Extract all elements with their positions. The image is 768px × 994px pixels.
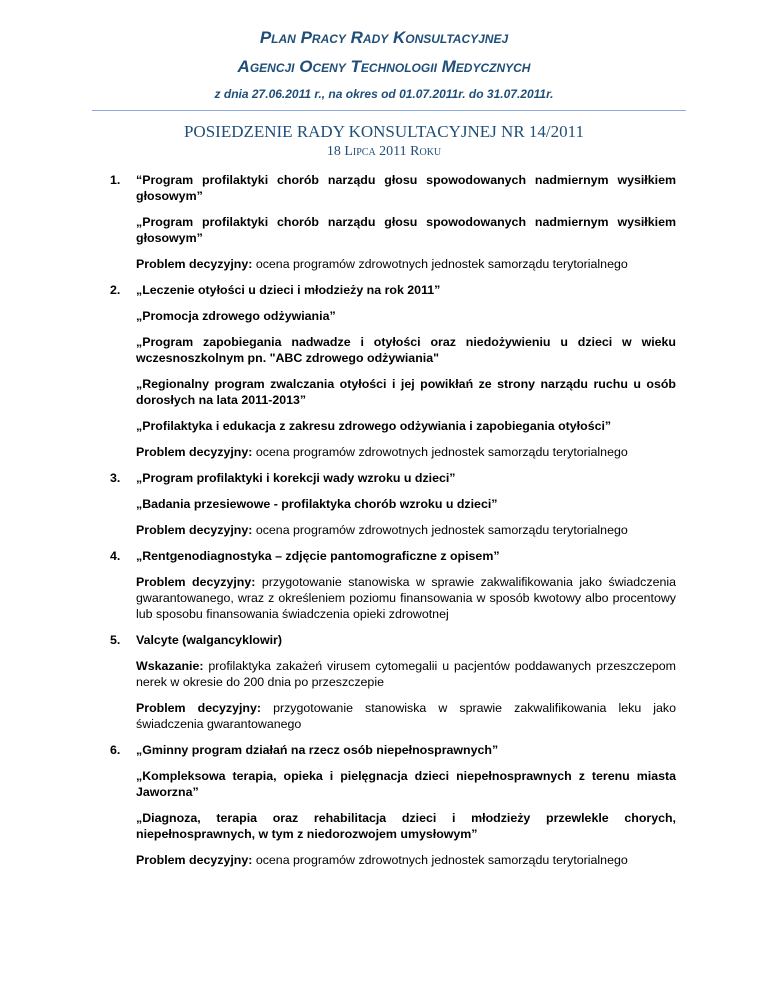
item-number: 4. bbox=[110, 549, 121, 563]
item-subprogram: „Diagnoza, terapia oraz rehabilitacja dzieci i młodzieży przewlekle chorych, niepełnosprawnych, w tym z niedorozwojem umysłowym” bbox=[136, 811, 676, 841]
problem-text: ocena programów zdrowotnych jednostek samorządu terytorialnego bbox=[255, 257, 628, 271]
agenda-item-4 bbox=[110, 548, 676, 622]
problem-text: przygotowanie stanowiska w sprawie zakwalifikowania leku jako świadczenia gwarantowanego bbox=[136, 701, 676, 731]
agenda-list bbox=[110, 172, 676, 878]
agenda-item-1 bbox=[110, 172, 676, 272]
problem-label: Problem decyzyjny: bbox=[136, 701, 261, 715]
problem-label: Problem decyzyjny: bbox=[136, 257, 253, 271]
item-subprogram: „Program zapobiegania nadwadze i otyłości oraz niedożywieniu u dzieci w wieku wczesnoszkolnym pn. "ABC zdrowego odżywiania" bbox=[136, 335, 676, 365]
item-subprogram: „Program profilaktyki chorób narządu głosu spowodowanych nadmiernym wysiłkiem głosowym” bbox=[136, 215, 676, 245]
indication-text: profilaktyka zakażeń virusem cytomegalii u pacjentów poddawanych przeszczepom nerek w okresie do 200 dnia po przeszczepie bbox=[136, 659, 676, 689]
agenda-item-3 bbox=[110, 470, 676, 538]
item-number: 5. bbox=[110, 633, 121, 647]
item-number: 3. bbox=[110, 471, 121, 485]
item-problem bbox=[136, 522, 676, 538]
item-problem bbox=[136, 574, 676, 622]
meeting-title: POSIEDZENIE RADY KONSULTACYJNEJ NR 14/2011 bbox=[183, 122, 585, 141]
problem-text: przygotowanie stanowiska w sprawie zakwalifikowania jako świadczenia gwarantowanego, wraz z określeniem poziomu finansowania w sposób kwotowy albo procentowy lub sposobu finansowania świadczenia opieki zdrowotnej bbox=[136, 575, 677, 621]
item-number: 1. bbox=[110, 173, 121, 187]
agenda-item-5 bbox=[110, 632, 676, 732]
problem-text: ocena programów zdrowotnych jednostek samorządu terytorialnego bbox=[255, 445, 628, 459]
item-subprogram: „Profilaktyka i edukacja z zakresu zdrowego odżywiania i zapobiegania otyłości” bbox=[136, 419, 612, 433]
item-number: 6. bbox=[110, 743, 121, 757]
item-subprogram: „Promocja zdrowego odżywiania” bbox=[136, 309, 336, 323]
item-title: „Gminny program działań na rzecz osób niepełnosprawnych” bbox=[136, 743, 499, 757]
document-date-range: z dnia 27.06.2011 r., na okres od 01.07.2011r. do 31.07.2011r. bbox=[214, 87, 554, 101]
meeting-date: 18 Lipca 2011 Roku bbox=[326, 144, 442, 159]
problem-label: Problem decyzyjny: bbox=[136, 523, 253, 537]
indication-label: Wskazanie: bbox=[136, 659, 204, 673]
document-title-line-1: Plan Pracy Rady Konsultacyjnej bbox=[259, 28, 509, 47]
item-title: “Program profilaktyki chorób narządu głosu spowodowanych nadmiernym wysiłkiem głosowym” bbox=[136, 173, 676, 203]
item-subprogram: „Regionalny program zwalczania otyłości i jej powikłań ze strony narządu ruchu u osób dorosłych na lata 2011-2013” bbox=[136, 377, 676, 407]
problem-text: ocena programów zdrowotnych jednostek samorządu terytorialnego bbox=[255, 853, 628, 867]
agenda-item-6 bbox=[110, 742, 676, 868]
agenda-item-2 bbox=[110, 282, 676, 460]
item-title: Valcyte (walgancyklowir) bbox=[136, 633, 282, 647]
item-indication bbox=[136, 658, 676, 690]
problem-label: Problem decyzyjny: bbox=[136, 853, 253, 867]
item-problem bbox=[136, 700, 676, 732]
header-divider bbox=[92, 110, 686, 111]
item-title: „Program profilaktyki i korekcji wady wzroku u dzieci” bbox=[136, 471, 456, 485]
problem-text: ocena programów zdrowotnych jednostek samorządu terytorialnego bbox=[255, 523, 628, 537]
problem-label: Problem decyzyjny: bbox=[136, 445, 253, 459]
item-problem bbox=[136, 852, 676, 868]
item-subprogram: „Badania przesiewowe - profilaktyka chorób wzroku u dzieci” bbox=[136, 497, 498, 511]
problem-label: Problem decyzyjny: bbox=[136, 575, 256, 589]
item-problem bbox=[136, 444, 676, 460]
item-number: 2. bbox=[110, 283, 121, 297]
item-problem bbox=[136, 256, 676, 272]
item-title: „Leczenie otyłości u dzieci i młodzieży na rok 2011” bbox=[136, 283, 441, 297]
item-title: „Rentgenodiagnostyka – zdjęcie pantomograficzne z opisem” bbox=[136, 549, 500, 563]
item-subprogram: „Kompleksowa terapia, opieka i pielęgnacja dzieci niepełnosprawnych z terenu miasta Jaworzna” bbox=[136, 769, 676, 799]
document-title-line-2: Agencji Oceny Technologii Medycznych bbox=[237, 57, 531, 76]
